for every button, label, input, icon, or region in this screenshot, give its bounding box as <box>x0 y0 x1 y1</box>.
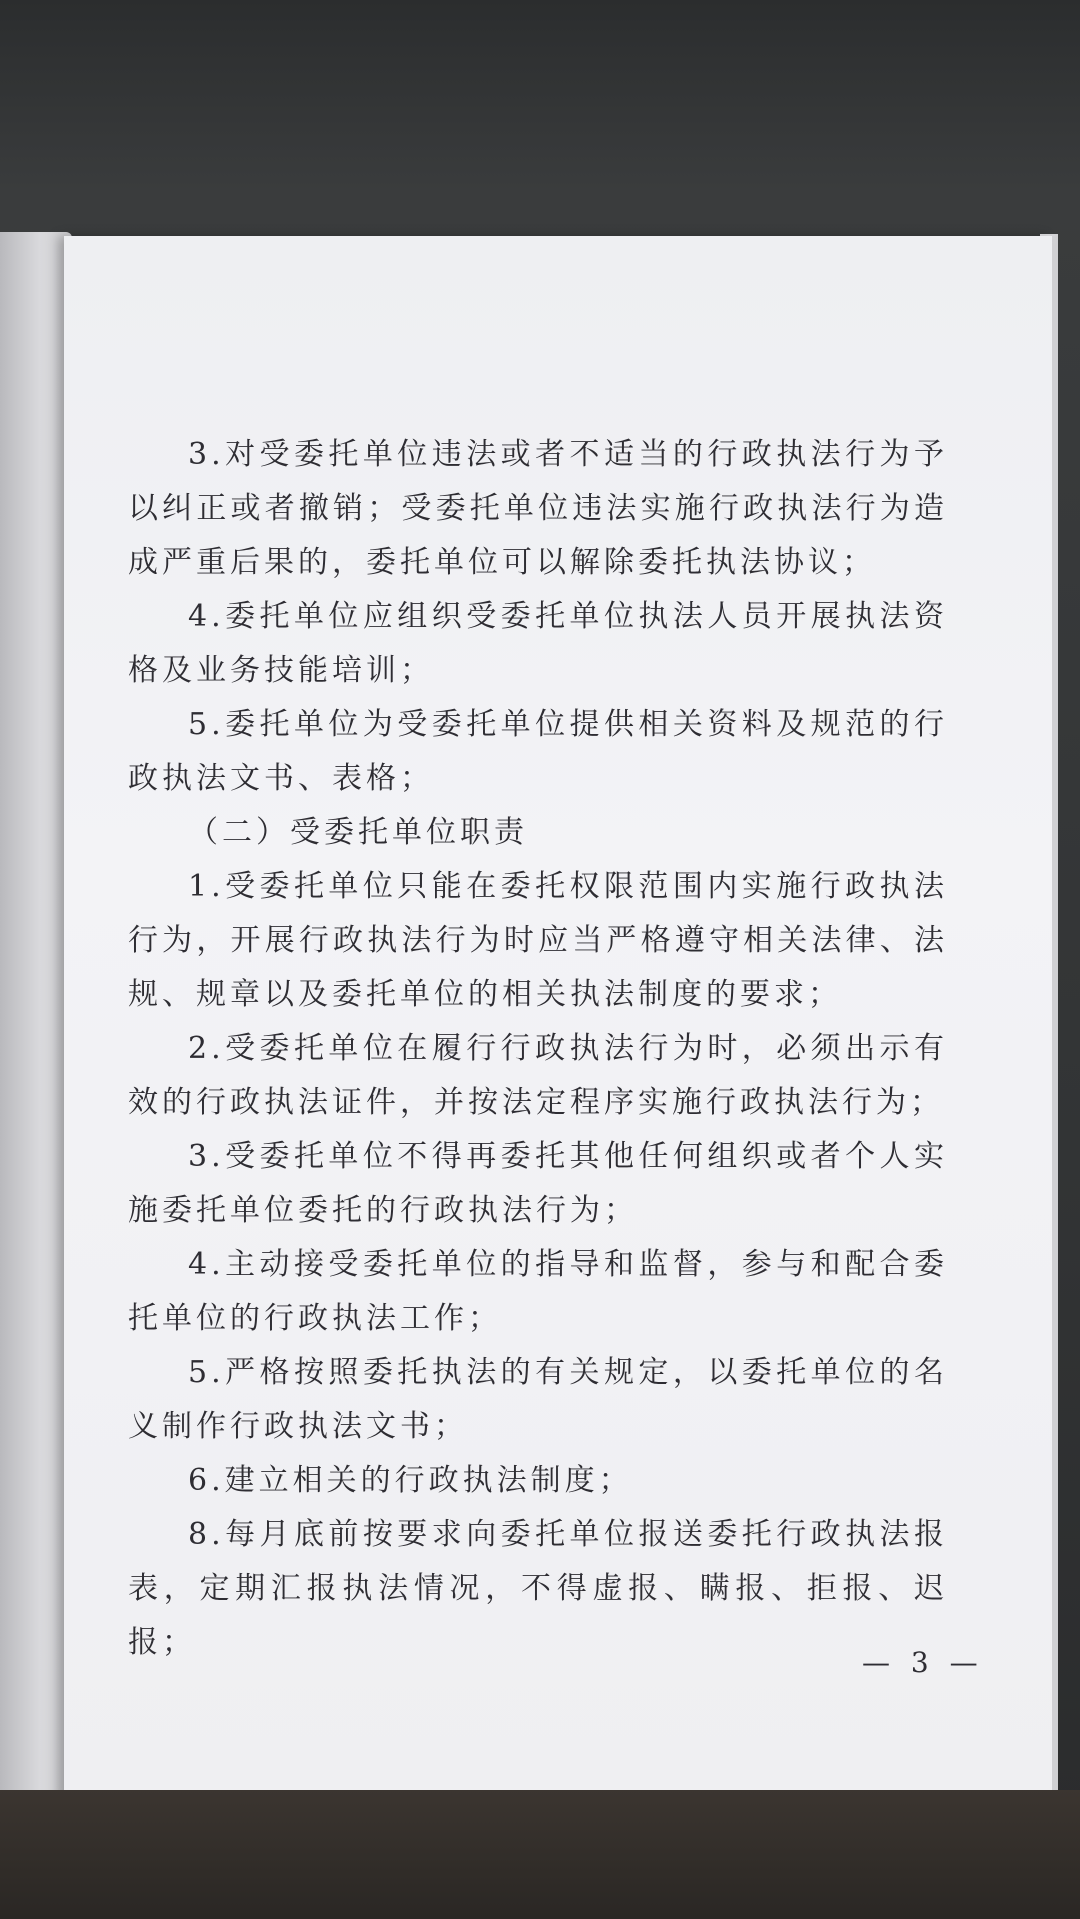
paragraph-duty-6: 6.建立相关的行政执法制度； <box>188 1463 633 1498</box>
left-page-edge <box>0 232 72 1810</box>
page-number: — 3 — <box>862 1646 984 1679</box>
section-heading: （二）受委托单位职责 <box>188 815 528 850</box>
table-surface <box>0 1790 1080 1919</box>
paragraph-duty-8: 8.每月底前按要求向委托单位报送委托行政执法报表，定期汇报执法情况，不得虚报、瞒报、拒报、迟报； <box>128 1517 948 1660</box>
paragraph-duty-1: 1.受委托单位只能在委托权限范围内实施行政执法行为，开展行政执法行为时应当严格遵守相关法律、法规、规章以及委托单位的相关执法制度的要求； <box>128 869 948 1012</box>
paragraph-duty-4: 4.主动接受委托单位的指导和监督，参与和配合委托单位的行政执法工作； <box>128 1247 948 1336</box>
paragraph-duty-3: 3.受委托单位不得再委托其他任何组织或者个人实施委托单位委托的行政执法行为； <box>128 1139 948 1228</box>
paragraph-duty-5: 5.严格按照委托执法的有关规定，以委托单位的名义制作行政执法文书； <box>128 1355 948 1444</box>
paragraph-item-4: 4.委托单位应组织受委托单位执法人员开展执法资格及业务技能培训； <box>128 599 948 688</box>
paragraph-item-5: 5.委托单位为受委托单位提供相关资料及规范的行政执法文书、表格； <box>128 707 948 796</box>
document-body <box>128 428 948 1670</box>
paragraph-duty-2: 2.受委托单位在履行行政执法行为时，必须出示有效的行政执法证件，并按法定程序实施行政执法行为； <box>128 1031 948 1120</box>
paragraph-item-3: 3.对受委托单位违法或者不适当的行政执法行为予以纠正或者撤销；受委托单位违法实施行政执法行为造成严重后果的，委托单位可以解除委托执法协议； <box>128 437 948 580</box>
